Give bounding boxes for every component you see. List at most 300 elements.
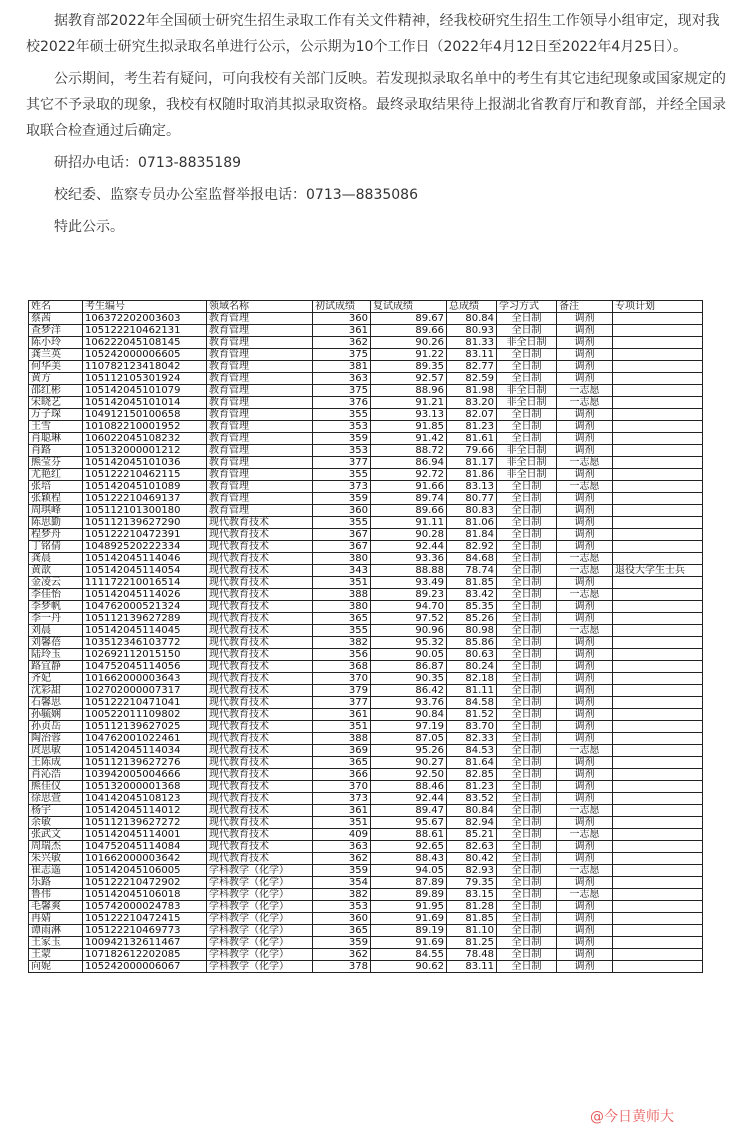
- cell-special-plan: [613, 601, 703, 613]
- cell-candidate-id: 105122210469137: [83, 493, 207, 505]
- table-row: [29, 709, 703, 721]
- cell-candidate-id: 105142045106018: [83, 889, 207, 901]
- cell-total-score: 80.63: [447, 649, 497, 661]
- table-row: [29, 637, 703, 649]
- cell-study-mode: 全日制: [497, 421, 557, 433]
- cell-total-score: 82.77: [447, 361, 497, 373]
- header-total-score: 总成绩: [447, 301, 497, 313]
- cell-candidate-id: 105122210469773: [83, 925, 207, 937]
- cell-initial-score: 365: [313, 925, 371, 937]
- cell-retest-score: 88.46: [371, 781, 447, 793]
- cell-name: 李一丹: [29, 613, 83, 625]
- cell-special-plan: [613, 625, 703, 637]
- cell-remark: 调剂: [557, 925, 613, 937]
- cell-remark: 调剂: [557, 697, 613, 709]
- cell-initial-score: 380: [313, 553, 371, 565]
- cell-retest-score: 89.89: [371, 889, 447, 901]
- table-row: [29, 433, 703, 445]
- cell-remark: 调剂: [557, 409, 613, 421]
- cell-initial-score: 360: [313, 505, 371, 517]
- cell-candidate-id: 105112139627289: [83, 613, 207, 625]
- cell-initial-score: 359: [313, 493, 371, 505]
- cell-total-score: 81.25: [447, 937, 497, 949]
- cell-total-score: 83.11: [447, 349, 497, 361]
- cell-candidate-id: 102692112015150: [83, 649, 207, 661]
- cell-name: 金凌云: [29, 577, 83, 589]
- cell-total-score: 83.42: [447, 589, 497, 601]
- cell-study-mode: 全日制: [497, 553, 557, 565]
- cell-special-plan: [613, 469, 703, 481]
- cell-name: 万子琛: [29, 409, 83, 421]
- header-candidate-id: 考生编号: [83, 301, 207, 313]
- cell-study-mode: 全日制: [497, 709, 557, 721]
- cell-name: 龚兰英: [29, 349, 83, 361]
- cell-name: 熊佳仪: [29, 781, 83, 793]
- cell-name: 肖沁浩: [29, 769, 83, 781]
- cell-name: 肖聪琳: [29, 433, 83, 445]
- cell-retest-score: 94.05: [371, 865, 447, 877]
- cell-initial-score: 366: [313, 769, 371, 781]
- cell-study-mode: 全日制: [497, 817, 557, 829]
- cell-total-score: 80.77: [447, 493, 497, 505]
- cell-retest-score: 91.69: [371, 913, 447, 925]
- cell-study-mode: 全日制: [497, 949, 557, 961]
- cell-study-mode: 非全日制: [497, 337, 557, 349]
- cell-remark: 调剂: [557, 949, 613, 961]
- cell-study-mode: 非全日制: [497, 457, 557, 469]
- cell-retest-score: 92.50: [371, 769, 447, 781]
- cell-initial-score: 388: [313, 733, 371, 745]
- table-row: [29, 697, 703, 709]
- cell-study-mode: 全日制: [497, 685, 557, 697]
- cell-candidate-id: 105142045106005: [83, 865, 207, 877]
- cell-remark: 调剂: [557, 733, 613, 745]
- header-study-mode: 学习方式: [497, 301, 557, 313]
- cell-special-plan: [613, 889, 703, 901]
- cell-total-score: 85.26: [447, 613, 497, 625]
- cell-total-score: 79.66: [447, 445, 497, 457]
- table-row: [29, 673, 703, 685]
- cell-field: 教育管理: [207, 457, 313, 469]
- cell-initial-score: 351: [313, 721, 371, 733]
- cell-total-score: 82.59: [447, 373, 497, 385]
- cell-initial-score: 376: [313, 397, 371, 409]
- table-row: [29, 889, 703, 901]
- table-row: [29, 325, 703, 337]
- cell-retest-score: 91.21: [371, 397, 447, 409]
- table-row: [29, 553, 703, 565]
- cell-candidate-id: 105112105301924: [83, 373, 207, 385]
- table-row: [29, 793, 703, 805]
- cell-remark: 调剂: [557, 961, 613, 973]
- cell-retest-score: 93.49: [371, 577, 447, 589]
- cell-total-score: 81.61: [447, 433, 497, 445]
- cell-special-plan: [613, 613, 703, 625]
- cell-candidate-id: 103512346103772: [83, 637, 207, 649]
- cell-candidate-id: 101082210001952: [83, 421, 207, 433]
- cell-name: 冉婧: [29, 913, 83, 925]
- cell-study-mode: 全日制: [497, 841, 557, 853]
- cell-remark: 调剂: [557, 517, 613, 529]
- cell-initial-score: 363: [313, 373, 371, 385]
- table-row: [29, 385, 703, 397]
- cell-special-plan: [613, 877, 703, 889]
- cell-total-score: 81.10: [447, 925, 497, 937]
- cell-retest-score: 89.67: [371, 313, 447, 325]
- cell-total-score: 83.52: [447, 793, 497, 805]
- cell-special-plan: [613, 385, 703, 397]
- cell-remark: 一志愿: [557, 553, 613, 565]
- cell-name: 张培: [29, 481, 83, 493]
- cell-special-plan: [613, 445, 703, 457]
- cell-retest-score: 87.05: [371, 733, 447, 745]
- cell-total-score: 82.07: [447, 409, 497, 421]
- cell-study-mode: 全日制: [497, 637, 557, 649]
- cell-special-plan: [613, 817, 703, 829]
- cell-candidate-id: 105142045114001: [83, 829, 207, 841]
- table-row: [29, 865, 703, 877]
- table-row: [29, 937, 703, 949]
- cell-study-mode: 全日制: [497, 937, 557, 949]
- cell-retest-score: 89.35: [371, 361, 447, 373]
- cell-retest-score: 92.44: [371, 793, 447, 805]
- supervision-hotline: 校纪委、监察专员办公室监督举报电话：0713—8835086: [54, 187, 418, 203]
- cell-name: 王陈成: [29, 757, 83, 769]
- cell-study-mode: 全日制: [497, 577, 557, 589]
- cell-candidate-id: 105112139627272: [83, 817, 207, 829]
- cell-retest-score: 84.55: [371, 949, 447, 961]
- cell-total-score: 85.21: [447, 829, 497, 841]
- cell-retest-score: 89.74: [371, 493, 447, 505]
- cell-retest-score: 88.72: [371, 445, 447, 457]
- header-field: 领域名称: [207, 301, 313, 313]
- cell-retest-score: 95.32: [371, 637, 447, 649]
- cell-total-score: 81.52: [447, 709, 497, 721]
- cell-total-score: 78.48: [447, 949, 497, 961]
- cell-retest-score: 89.66: [371, 325, 447, 337]
- cell-remark: 调剂: [557, 913, 613, 925]
- cell-special-plan: [613, 841, 703, 853]
- cell-special-plan: [613, 493, 703, 505]
- cell-study-mode: 全日制: [497, 517, 557, 529]
- cell-field: 现代教育技术: [207, 769, 313, 781]
- cell-remark: 调剂: [557, 469, 613, 481]
- cell-study-mode: 非全日制: [497, 397, 557, 409]
- cell-name: 宋晓艺: [29, 397, 83, 409]
- cell-name: 毛馨爽: [29, 901, 83, 913]
- cell-study-mode: 全日制: [497, 373, 557, 385]
- cell-special-plan: [613, 409, 703, 421]
- cell-candidate-id: 104752045114056: [83, 661, 207, 673]
- cell-initial-score: 355: [313, 517, 371, 529]
- table-row: [29, 829, 703, 841]
- cell-field: 教育管理: [207, 445, 313, 457]
- cell-total-score: 80.84: [447, 313, 497, 325]
- cell-total-score: 81.86: [447, 469, 497, 481]
- cell-total-score: 83.11: [447, 961, 497, 973]
- cell-retest-score: 90.96: [371, 625, 447, 637]
- cell-initial-score: 361: [313, 325, 371, 337]
- cell-field: 教育管理: [207, 337, 313, 349]
- cell-special-plan: [613, 745, 703, 757]
- cell-initial-score: 353: [313, 445, 371, 457]
- cell-special-plan: [613, 577, 703, 589]
- cell-total-score: 79.35: [447, 877, 497, 889]
- cell-study-mode: 全日制: [497, 565, 557, 577]
- cell-initial-score: 382: [313, 637, 371, 649]
- cell-retest-score: 94.70: [371, 601, 447, 613]
- cell-remark: 一志愿: [557, 397, 613, 409]
- cell-remark: 调剂: [557, 841, 613, 853]
- cell-study-mode: 全日制: [497, 589, 557, 601]
- cell-field: 现代教育技术: [207, 709, 313, 721]
- cell-study-mode: 全日制: [497, 781, 557, 793]
- cell-field: 现代教育技术: [207, 745, 313, 757]
- table-row: [29, 373, 703, 385]
- cell-field: 学科教学（化学）: [207, 901, 313, 913]
- cell-special-plan: [613, 589, 703, 601]
- cell-candidate-id: 105142045101014: [83, 397, 207, 409]
- cell-initial-score: 379: [313, 685, 371, 697]
- table-row: [29, 469, 703, 481]
- cell-study-mode: 非全日制: [497, 445, 557, 457]
- cell-initial-score: 354: [313, 877, 371, 889]
- cell-study-mode: 全日制: [497, 961, 557, 973]
- cell-total-score: 81.28: [447, 901, 497, 913]
- cell-name: 尤艳红: [29, 469, 83, 481]
- cell-total-score: 81.85: [447, 913, 497, 925]
- cell-study-mode: 全日制: [497, 649, 557, 661]
- cell-total-score: 80.84: [447, 805, 497, 817]
- cell-name: 张武文: [29, 829, 83, 841]
- cell-candidate-id: 104762001022461: [83, 733, 207, 745]
- cell-retest-score: 92.44: [371, 541, 447, 553]
- cell-initial-score: 362: [313, 949, 371, 961]
- cell-initial-score: 370: [313, 781, 371, 793]
- cell-study-mode: 全日制: [497, 853, 557, 865]
- table-row: [29, 913, 703, 925]
- cell-name: 周瑞杰: [29, 841, 83, 853]
- cell-total-score: 81.98: [447, 385, 497, 397]
- cell-special-plan: [613, 961, 703, 973]
- cell-total-score: 82.92: [447, 541, 497, 553]
- cell-study-mode: 全日制: [497, 805, 557, 817]
- cell-total-score: 81.33: [447, 337, 497, 349]
- cell-total-score: 83.70: [447, 721, 497, 733]
- notice-paragraph-2: 公示期间，考生若有疑问，可向我校有关部门反映。若发现拟录取名单中的考生有其它违纪现象或国家规定的其它不予录取的现象，我校有权随时取消其拟录取资格。最终录取结果待上报湖北省教育厅和教育部，并经全国录取联合检查通过后确定。: [26, 71, 726, 139]
- cell-study-mode: 非全日制: [497, 469, 557, 481]
- cell-candidate-id: 100522011109802: [83, 709, 207, 721]
- cell-study-mode: 全日制: [497, 829, 557, 841]
- table-row: [29, 349, 703, 361]
- cell-remark: 调剂: [557, 709, 613, 721]
- cell-study-mode: 全日制: [497, 325, 557, 337]
- cell-special-plan: [613, 709, 703, 721]
- cell-study-mode: 全日制: [497, 793, 557, 805]
- cell-name: 王家玉: [29, 937, 83, 949]
- cell-candidate-id: 105122210472902: [83, 877, 207, 889]
- cell-candidate-id: 111172210016514: [83, 577, 207, 589]
- table-row: [29, 757, 703, 769]
- cell-candidate-id: 100942132611467: [83, 937, 207, 949]
- cell-candidate-id: 104912150100658: [83, 409, 207, 421]
- cell-total-score: 84.53: [447, 745, 497, 757]
- cell-remark: 调剂: [557, 433, 613, 445]
- cell-name: 齐妃: [29, 673, 83, 685]
- cell-special-plan: [613, 349, 703, 361]
- cell-retest-score: 97.52: [371, 613, 447, 625]
- cell-study-mode: 全日制: [497, 493, 557, 505]
- cell-initial-score: 355: [313, 469, 371, 481]
- cell-initial-score: 355: [313, 409, 371, 421]
- cell-total-score: 84.58: [447, 697, 497, 709]
- cell-field: 教育管理: [207, 361, 313, 373]
- cell-special-plan: [613, 793, 703, 805]
- cell-candidate-id: 105122210472391: [83, 529, 207, 541]
- cell-special-plan: [613, 901, 703, 913]
- cell-retest-score: 89.23: [371, 589, 447, 601]
- cell-field: 现代教育技术: [207, 805, 313, 817]
- cell-initial-score: 370: [313, 673, 371, 685]
- cell-remark: 调剂: [557, 601, 613, 613]
- cell-field: 现代教育技术: [207, 553, 313, 565]
- cell-remark: 调剂: [557, 781, 613, 793]
- cell-field: 教育管理: [207, 505, 313, 517]
- table-row: [29, 601, 703, 613]
- cell-total-score: 82.85: [447, 769, 497, 781]
- cell-initial-score: 369: [313, 745, 371, 757]
- cell-name: 王雪: [29, 421, 83, 433]
- cell-remark: 调剂: [557, 349, 613, 361]
- cell-study-mode: 全日制: [497, 313, 557, 325]
- cell-retest-score: 89.19: [371, 925, 447, 937]
- cell-field: 现代教育技术: [207, 685, 313, 697]
- cell-study-mode: 全日制: [497, 505, 557, 517]
- cell-candidate-id: 105142045114045: [83, 625, 207, 637]
- cell-name: 黄歆: [29, 565, 83, 577]
- cell-name: 庹思敏: [29, 745, 83, 757]
- cell-study-mode: 全日制: [497, 433, 557, 445]
- cell-retest-score: 89.66: [371, 505, 447, 517]
- cell-special-plan: [613, 829, 703, 841]
- cell-field: 教育管理: [207, 385, 313, 397]
- table-row: [29, 457, 703, 469]
- cell-remark: 调剂: [557, 313, 613, 325]
- table-row: [29, 589, 703, 601]
- cell-remark: 调剂: [557, 421, 613, 433]
- cell-special-plan: [613, 757, 703, 769]
- cell-name: 肖路: [29, 445, 83, 457]
- cell-field: 教育管理: [207, 409, 313, 421]
- cell-name: 朱兴敏: [29, 853, 83, 865]
- cell-field: 现代教育技术: [207, 697, 313, 709]
- notice-paragraph-1: 据教育部2022年全国硕士研究生招生录取工作有关文件精神，经我校研究生招生工作领导小组审定，现对我校2022年硕士研究生拟录取名单进行公示，公示期为10个工作日（2022年4月12日至2022年4月25日）。: [26, 13, 720, 55]
- table-row: [29, 625, 703, 637]
- cell-special-plan: [613, 769, 703, 781]
- cell-field: 学科教学（化学）: [207, 937, 313, 949]
- table-row: [29, 517, 703, 529]
- cell-initial-score: 360: [313, 313, 371, 325]
- cell-initial-score: 373: [313, 793, 371, 805]
- cell-remark: 调剂: [557, 817, 613, 829]
- cell-retest-score: 91.66: [371, 481, 447, 493]
- cell-remark: 调剂: [557, 793, 613, 805]
- cell-candidate-id: 105742000024783: [83, 901, 207, 913]
- cell-candidate-id: 105112101300180: [83, 505, 207, 517]
- cell-candidate-id: 105132000001212: [83, 445, 207, 457]
- cell-field: 教育管理: [207, 493, 313, 505]
- admissions-office-phone: 研招办电话：0713-8835189: [54, 155, 242, 171]
- cell-candidate-id: 105112139627276: [83, 757, 207, 769]
- cell-name: 张颖程: [29, 493, 83, 505]
- cell-remark: 调剂: [557, 337, 613, 349]
- header-special-plan: 专项计划: [613, 301, 703, 313]
- cell-name: 熊莹芬: [29, 457, 83, 469]
- cell-field: 教育管理: [207, 481, 313, 493]
- cell-remark: 调剂: [557, 721, 613, 733]
- cell-field: 教育管理: [207, 373, 313, 385]
- cell-name: 李梦帆: [29, 601, 83, 613]
- cell-total-score: 83.15: [447, 889, 497, 901]
- cell-field: 现代教育技术: [207, 757, 313, 769]
- cell-special-plan: [613, 721, 703, 733]
- cell-name: 石馨思: [29, 697, 83, 709]
- table-row: [29, 841, 703, 853]
- cell-field: 现代教育技术: [207, 565, 313, 577]
- cell-field: 现代教育技术: [207, 841, 313, 853]
- cell-special-plan: [613, 865, 703, 877]
- cell-name: 崔志遥: [29, 865, 83, 877]
- cell-study-mode: 全日制: [497, 745, 557, 757]
- cell-initial-score: 355: [313, 625, 371, 637]
- cell-initial-score: 359: [313, 433, 371, 445]
- cell-candidate-id: 105142045114026: [83, 589, 207, 601]
- cell-special-plan: [613, 673, 703, 685]
- cell-study-mode: 全日制: [497, 901, 557, 913]
- cell-remark: 调剂: [557, 853, 613, 865]
- cell-study-mode: 全日制: [497, 733, 557, 745]
- cell-special-plan: [613, 433, 703, 445]
- cell-study-mode: 全日制: [497, 361, 557, 373]
- cell-field: 现代教育技术: [207, 793, 313, 805]
- cell-field: 学科教学（化学）: [207, 925, 313, 937]
- cell-retest-score: 87.89: [371, 877, 447, 889]
- header-remark: 备注: [557, 301, 613, 313]
- cell-field: 学科教学（化学）: [207, 961, 313, 973]
- cell-name: 乐路: [29, 877, 83, 889]
- table-row: [29, 445, 703, 457]
- cell-remark: 调剂: [557, 493, 613, 505]
- cell-field: 学科教学（化学）: [207, 913, 313, 925]
- cell-total-score: 81.17: [447, 457, 497, 469]
- cell-field: 现代教育技术: [207, 613, 313, 625]
- cell-candidate-id: 106372202003603: [83, 313, 207, 325]
- cell-remark: 一志愿: [557, 565, 613, 577]
- cell-retest-score: 93.36: [371, 553, 447, 565]
- cell-total-score: 85.86: [447, 637, 497, 649]
- cell-field: 现代教育技术: [207, 853, 313, 865]
- cell-study-mode: 非全日制: [497, 385, 557, 397]
- cell-candidate-id: 105242000006067: [83, 961, 207, 973]
- cell-special-plan: [613, 637, 703, 649]
- cell-candidate-id: 104762000521324: [83, 601, 207, 613]
- cell-special-plan: [613, 697, 703, 709]
- cell-initial-score: 380: [313, 601, 371, 613]
- cell-field: 教育管理: [207, 397, 313, 409]
- cell-study-mode: 全日制: [497, 673, 557, 685]
- table-row: [29, 541, 703, 553]
- cell-name: 陆玲玉: [29, 649, 83, 661]
